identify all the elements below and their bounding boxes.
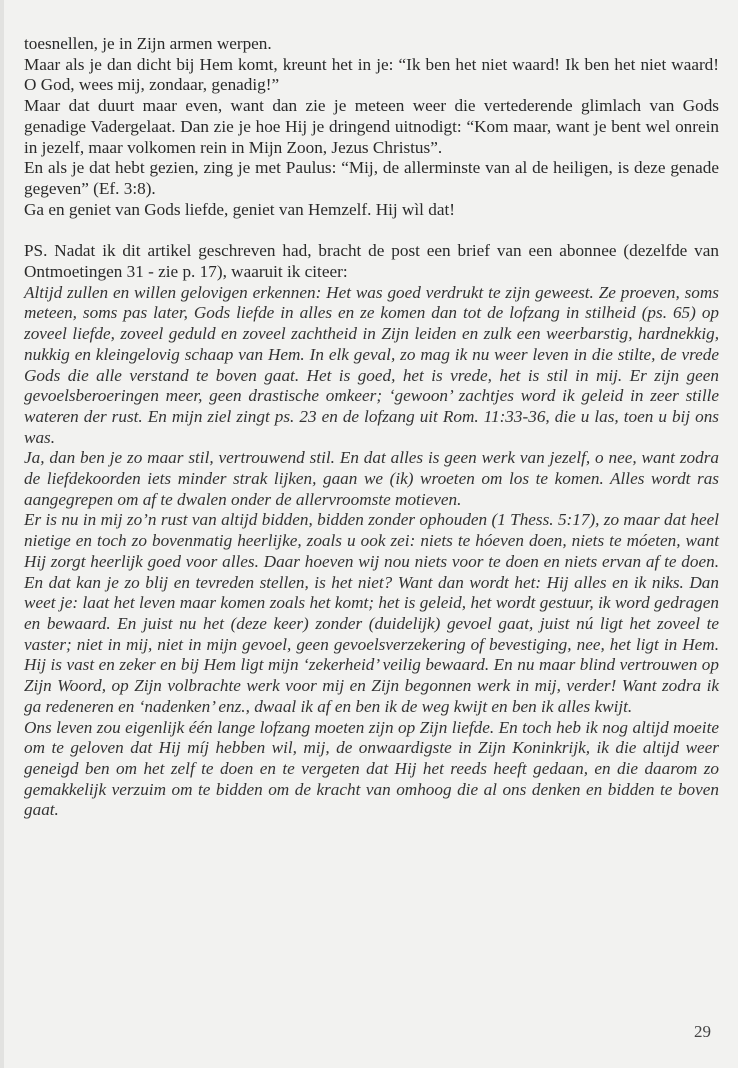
article-body: [24, 34, 719, 821]
page-number: 29: [694, 1022, 711, 1041]
body-paragraph: Ga en geniet van Gods liefde, geniet van Hemzelf. Hij wìl dat!: [24, 199, 455, 219]
quote-paragraph: Er is nu in mij zo’n rust van altijd bidden, bidden zonder ophouden (1 Thess. 5:17), zo maar dat heel nietige en toch zo bovenmatig heerlijke, zoals u ook zei: niets te hóeven doen, niets te móeten, want Hij zorgt heerlijk goed voor alles. Daar hoeven wij nou niets voor te doen en niets ervan af te doen. En dat kan je zo blij en tevreden stellen, is het niet? Want dan wordt het: Hij alles en ik niks. Dan weet je: laat het leven maar komen zoals het komt; het is geleid, het wordt gestuur, ik word gedragen en bewaard. En juist nu het (deze keer) zonder (duidelijk) gevoel gaat, juist nú ligt het zoveel te vaster; niet in mij, niet in mijn gevoel, geen gevoelsverzekering of bevestiging, nee, het ligt in Hem. Hij is vast en zeker en bij Hem ligt mijn ‘zekerheid’ veilig bewaard. En nu maar blind vertrouwen op Zijn Woord, op Zijn volbrachte werk voor mij en Zijn begonnen werk in mij, verder! Want zodra ik ga redeneren en ‘nadenken’ enz., dwaal ik af en ben ik de weg kwijt en ben ik alles kwijt.: [24, 510, 719, 716]
ps-intro: PS. Nadat ik dit artikel geschreven had, bracht de post een brief van een abonnee (dezelfde van Ontmoetingen 31 - zie p. 17), waaruit ik citeer:: [24, 241, 719, 282]
quote-paragraph: Ons leven zou eigenlijk één lange lofzang moeten zijn op Zijn liefde. En toch heb ik nog altijd moeite om te geloven dat Hij míj hebben wil, mij, de onwaardigste in Zijn Koninkrijk, ik die altijd weer geneigd ben om het zelf te doen en te vergeten dat Hij het reeds heeft gedaan, en die daarom zo gemakkelijk verzuim om te bidden om de kracht van omhoog die al ons denken en bidden te boven gaat.: [24, 717, 719, 820]
quote-paragraph: Altijd zullen en willen gelovigen erkennen: Het was goed verdrukt te zijn geweest. Ze proeven, soms meteen, soms pas later, Gods liefde in alles en ze komen dan tot de lofzang in stilheid (ps. 65) op zoveel liefde, zoveel geduld en zoveel zachtheid in Zijn leiden en zulk een weerbarstig, hardnekkig, nukkig en kleingelovig schaap van Hem. In elk geval, zo mag ik nu weer leven in die stilte, de vrede Gods die alle verstand te boven gaat. Het is goed, het is vrede, het is stil in mij. Er zijn geen gevoelsberoeringen meer, geen drastische omkeer; ‘gewoon’ zachtjes word ik geleid in zeer stille wateren der rust. En mijn ziel zingt ps. 23 en de lofzang uit Rom. 11:33-36, die u las, toen u bij ons was.: [24, 282, 719, 447]
quote-paragraph: Ja, dan ben je zo maar stil, vertrouwend stil. En dat alles is geen werk van jezelf, o nee, want zodra de liefdekoorden iets minder strak lijken, gaan we (ik) wroeten om los te komen. Alles wordt ras aangegrepen om af te dwalen onder de allervroomste motieven.: [24, 448, 719, 509]
body-paragraph: En als je dat hebt gezien, zing je met Paulus: “Mij, de allerminste van al de heiligen, is deze genade gegeven” (Ef. 3:8).: [24, 158, 719, 198]
body-paragraph: toesnellen, je in Zijn armen werpen.: [24, 34, 272, 53]
body-paragraph: Maar als je dan dicht bij Hem komt, kreunt het in je: “Ik ben het niet waard! Ik ben het niet waard! O God, wees mij, zondaar, genadig!”: [24, 54, 719, 95]
paragraph-spacer: [24, 220, 719, 241]
body-paragraph: Maar dat duurt maar even, want dan zie je meteen weer die vertederende glimlach van Gods genadige Vadergelaat. Dan zie je hoe Hij je dringend uitnodigt: “Kom maar, want je bent wel onrein in jezelf, maar volkomen rein in Mijn Zoon, Jezus Christus”.: [24, 96, 719, 157]
